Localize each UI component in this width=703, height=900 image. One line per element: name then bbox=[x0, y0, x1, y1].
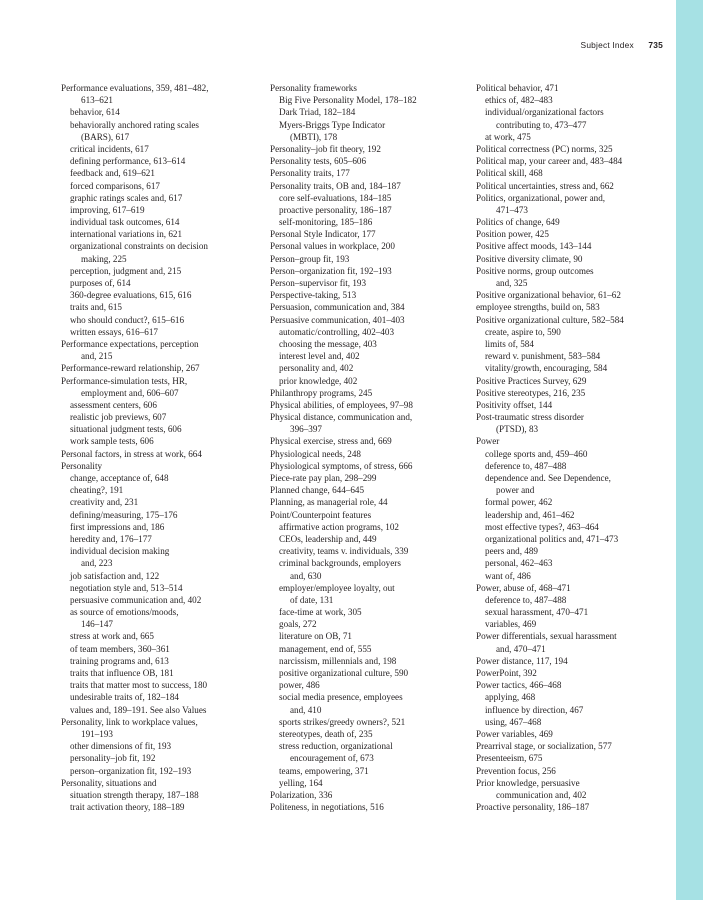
index-entry: Positive norms, group outcomes bbox=[476, 265, 594, 276]
index-entry: reward v. punishment, 583–584 bbox=[485, 351, 601, 362]
index-entry: Personal values in workplace, 200 bbox=[270, 241, 395, 252]
index-entry: purposes of, 614 bbox=[70, 278, 131, 288]
index-entry: Power distance, 117, 194 bbox=[476, 655, 568, 666]
index-entry: teams, empowering, 371 bbox=[279, 765, 369, 776]
index-entry: personality and, 402 bbox=[279, 363, 354, 374]
index-entry: goals, 272 bbox=[279, 619, 317, 630]
index-entry: Proactive personality, 186–187 bbox=[476, 802, 590, 813]
index-entry: Presenteeism, 675 bbox=[476, 753, 543, 764]
index-entry: positive organizational culture, 590 bbox=[279, 668, 409, 678]
index-entry: heredity and, 176–177 bbox=[70, 533, 152, 544]
index-entry: applying, 468 bbox=[485, 692, 536, 703]
index-entry: ethics of, 482–483 bbox=[485, 95, 553, 106]
index-entry: contributing to, 473–477 bbox=[496, 119, 587, 130]
index-entry: create, aspire to, 590 bbox=[485, 326, 561, 337]
index-entry: work sample tests, 606 bbox=[70, 436, 154, 447]
index-entry: Prior knowledge, persuasive bbox=[476, 777, 580, 788]
index-entry: Personality tests, 605–606 bbox=[270, 156, 367, 167]
index-entry: who should conduct?, 615–616 bbox=[70, 314, 185, 325]
index-entry: Planning, as managerial role, 44 bbox=[270, 497, 388, 508]
index-entry: prior knowledge, 402 bbox=[279, 375, 358, 386]
index-entry: individual/organizational factors bbox=[485, 107, 604, 118]
index-entry: critical incidents, 617 bbox=[70, 143, 149, 154]
index-entry: Power tactics, 466–468 bbox=[476, 680, 562, 691]
index-entry: Personality traits, OB and, 184–187 bbox=[270, 180, 401, 191]
index-entry: Politics, organizational, power and, bbox=[476, 192, 606, 203]
index-entry: Performance-simulation tests, HR, bbox=[61, 375, 188, 386]
index-entry: defining performance, 613–614 bbox=[70, 156, 186, 167]
side-color-strip bbox=[676, 0, 703, 900]
index-entry: Performance evaluations, 359, 481–482, bbox=[61, 83, 209, 93]
index-entry: at work, 475 bbox=[485, 131, 531, 142]
index-entry: traits that influence OB, 181 bbox=[70, 668, 174, 678]
index-entry: job satisfaction and, 122 bbox=[70, 570, 160, 581]
index-entry: management, end of, 555 bbox=[279, 643, 372, 654]
index-entry: values and, 189–191. See also Values bbox=[70, 704, 207, 715]
index-entry: undesirable traits of, 182–184 bbox=[70, 692, 179, 703]
index-entry: situation strength therapy, 187–188 bbox=[70, 789, 199, 800]
index-entry: automatic/controlling, 402–403 bbox=[279, 326, 395, 337]
index-entry: 613–621 bbox=[81, 95, 113, 106]
index-entry: Personality, situations and bbox=[61, 777, 157, 788]
index-entry: want of, 486 bbox=[485, 570, 531, 581]
header-title: Subject Index bbox=[580, 40, 634, 50]
index-entry: PowerPoint, 392 bbox=[476, 668, 537, 678]
index-entry: Positive organizational behavior, 61–62 bbox=[476, 290, 621, 301]
index-entry: Personality, link to workplace values, bbox=[61, 716, 198, 727]
index-column-1 bbox=[61, 82, 261, 813]
index-entry: variables, 469 bbox=[485, 619, 537, 630]
index-entry: forced comparisons, 617 bbox=[70, 180, 160, 191]
index-entry: trait activation theory, 188–189 bbox=[70, 802, 185, 813]
index-entry: training programs and, 613 bbox=[70, 655, 169, 666]
index-entry: creativity and, 231 bbox=[70, 497, 139, 508]
index-entry: behavior, 614 bbox=[70, 107, 120, 118]
index-column-2 bbox=[270, 82, 470, 813]
index-entry: individual task outcomes, 614 bbox=[70, 217, 180, 228]
index-entry: choosing the message, 403 bbox=[279, 338, 377, 349]
index-entry: Political map, your career and, 483–484 bbox=[476, 156, 623, 167]
index-entry: international variations in, 621 bbox=[70, 229, 183, 240]
index-entry: Planned change, 644–645 bbox=[270, 485, 365, 496]
index-entry: Positive Practices Survey, 629 bbox=[476, 375, 587, 386]
index-entry: deference to, 487–488 bbox=[485, 460, 567, 471]
index-entry: Political skill, 468 bbox=[476, 168, 543, 179]
index-entry: stress at work and, 665 bbox=[70, 631, 154, 642]
index-entry: influence by direction, 467 bbox=[485, 704, 584, 715]
index-entry: Positivity offset, 144 bbox=[476, 399, 553, 410]
index-entry: personality–job fit, 192 bbox=[70, 753, 156, 764]
index-entry: person–organization fit, 192–193 bbox=[70, 765, 192, 776]
index-entry: Physiological symptoms, of stress, 666 bbox=[270, 460, 413, 471]
index-entry: defining/measuring, 175–176 bbox=[70, 509, 178, 520]
index-entry: dependence and. See Dependence, bbox=[485, 473, 611, 483]
index-entry: narcissism, millennials and, 198 bbox=[279, 655, 397, 666]
index-entry: Personal factors, in stress at work, 664 bbox=[61, 448, 202, 459]
index-entry: change, acceptance of, 648 bbox=[70, 473, 169, 483]
index-entry: sports strikes/greedy owners?, 521 bbox=[279, 716, 406, 727]
index-entry: proactive personality, 186–187 bbox=[279, 204, 392, 215]
index-entry: (PTSD), 83 bbox=[496, 424, 539, 435]
index-entry: assessment centers, 606 bbox=[70, 399, 157, 410]
index-entry: Personality–job fit theory, 192 bbox=[270, 143, 381, 154]
index-entry: leadership and, 461–462 bbox=[485, 509, 575, 520]
index-entry: Big Five Personality Model, 178–182 bbox=[279, 95, 417, 106]
index-entry: realistic job previews, 607 bbox=[70, 412, 167, 423]
index-entry: Personality traits, 177 bbox=[270, 168, 350, 179]
index-entry: and, 630 bbox=[290, 570, 322, 581]
index-entry: Power differentials, sexual harassment bbox=[476, 631, 617, 642]
index-entry: Prearrival stage, or socialization, 577 bbox=[476, 741, 612, 752]
index-entry: and, 325 bbox=[496, 278, 528, 288]
index-entry: cheating?, 191 bbox=[70, 485, 124, 496]
index-entry: college sports and, 459–460 bbox=[485, 448, 588, 459]
index-entry: Piece-rate pay plan, 298–299 bbox=[270, 473, 377, 483]
index-entry: 396–397 bbox=[290, 424, 322, 435]
index-entry: stereotypes, death of, 235 bbox=[279, 728, 373, 739]
index-entry: traits that matter most to success, 180 bbox=[70, 680, 208, 691]
index-entry: employee strengths, build on, 583 bbox=[476, 302, 600, 313]
index-entry: persuasive communication and, 402 bbox=[70, 594, 202, 605]
index-entry: yelling, 164 bbox=[279, 777, 323, 788]
index-entry: Position power, 425 bbox=[476, 229, 549, 240]
index-entry: 360-degree evaluations, 615, 616 bbox=[70, 290, 192, 301]
index-entry: perception, judgment and, 215 bbox=[70, 265, 182, 276]
index-entry: Dark Triad, 182–184 bbox=[279, 107, 356, 118]
index-entry: 471–473 bbox=[496, 204, 528, 215]
index-entry: Performance-reward relationship, 267 bbox=[61, 363, 200, 374]
index-entry: vitality/growth, encouraging, 584 bbox=[485, 363, 608, 374]
index-entry: Power, abuse of, 468–471 bbox=[476, 582, 571, 593]
index-entry: Person–supervisor fit, 193 bbox=[270, 278, 367, 288]
index-entry: Myers-Briggs Type Indicator bbox=[279, 119, 386, 130]
index-entry: literature on OB, 71 bbox=[279, 631, 352, 642]
index-entry: behaviorally anchored rating scales bbox=[70, 119, 199, 130]
index-entry: 191–193 bbox=[81, 728, 113, 739]
index-entry: Positive stereotypes, 216, 235 bbox=[476, 387, 586, 398]
index-entry: stress reduction, organizational bbox=[279, 741, 393, 752]
index-entry: employment and, 606–607 bbox=[81, 387, 179, 398]
index-entry: feedback and, 619–621 bbox=[70, 168, 155, 179]
index-entry: core self-evaluations, 184–185 bbox=[279, 192, 392, 203]
index-entry: Physiological needs, 248 bbox=[270, 448, 361, 459]
index-entry: making, 225 bbox=[81, 253, 127, 264]
index-entry: organizational constraints on decision bbox=[70, 241, 208, 252]
index-entry: Physical exercise, stress and, 669 bbox=[270, 436, 392, 447]
index-column-3 bbox=[476, 82, 676, 813]
index-entry: sexual harassment, 470–471 bbox=[485, 607, 589, 618]
index-entry: and, 215 bbox=[81, 351, 113, 362]
index-entry: Person–group fit, 193 bbox=[270, 253, 350, 264]
index-entry: Perspective-taking, 513 bbox=[270, 290, 357, 301]
index-entry: communication and, 402 bbox=[496, 789, 587, 800]
index-entry: organizational politics and, 471–473 bbox=[485, 533, 619, 544]
index-entry: and, 410 bbox=[290, 704, 322, 715]
index-entry: other dimensions of fit, 193 bbox=[70, 741, 172, 752]
index-entry: Post-traumatic stress disorder bbox=[476, 412, 584, 423]
index-entry: using, 467–468 bbox=[485, 716, 542, 727]
index-entry: self-monitoring, 185–186 bbox=[279, 217, 373, 228]
index-entry: Physical distance, communication and, bbox=[270, 412, 413, 423]
index-entry: social media presence, employees bbox=[279, 692, 403, 703]
index-entry: limits of, 584 bbox=[485, 338, 534, 349]
index-entry: power, 486 bbox=[279, 680, 320, 691]
index-entry: employer/employee loyalty, out bbox=[279, 582, 395, 593]
running-header bbox=[581, 40, 663, 50]
index-entry: traits and, 615 bbox=[70, 302, 122, 313]
index-entry: Physical abilities, of employees, 97–98 bbox=[270, 399, 413, 410]
index-entry: Positive organizational culture, 582–584 bbox=[476, 314, 624, 325]
index-entry: face-time at work, 305 bbox=[279, 607, 362, 618]
index-entry: and, 470–471 bbox=[496, 643, 546, 654]
index-entry: Person–organization fit, 192–193 bbox=[270, 265, 392, 276]
index-entry: written essays, 616–617 bbox=[70, 326, 158, 337]
index-entry: Political correctness (PC) norms, 325 bbox=[476, 143, 613, 154]
index-entry: of date, 131 bbox=[290, 594, 334, 605]
index-entry: Political behavior, 471 bbox=[476, 83, 559, 93]
index-entry: most effective types?, 463–464 bbox=[485, 521, 599, 532]
index-entry: of team members, 360–361 bbox=[70, 643, 170, 654]
index-entry: Politeness, in negotiations, 516 bbox=[270, 802, 384, 813]
index-entry: Positive affect moods, 143–144 bbox=[476, 241, 592, 252]
index-entry: encouragement of, 673 bbox=[290, 753, 374, 764]
index-entry: interest level and, 402 bbox=[279, 351, 360, 362]
index-entry: CEOs, leadership and, 449 bbox=[279, 533, 377, 544]
index-entry: personal, 462–463 bbox=[485, 558, 553, 569]
index-entry: Power variables, 469 bbox=[476, 728, 553, 739]
index-entry: Personality frameworks bbox=[270, 83, 357, 93]
index-entry: deference to, 487–488 bbox=[485, 594, 567, 605]
index-entry: Politics of change, 649 bbox=[476, 217, 560, 228]
index-entry: Performance expectations, perception bbox=[61, 338, 199, 349]
index-entry: power and bbox=[496, 485, 535, 496]
index-entry: Personality bbox=[61, 460, 103, 471]
index-entry: Polarization, 336 bbox=[270, 789, 333, 800]
index-entry: first impressions and, 186 bbox=[70, 521, 165, 532]
index-entry: improving, 617–619 bbox=[70, 204, 145, 215]
index-entry: Personal Style Indicator, 177 bbox=[270, 229, 376, 240]
index-entry: Prevention focus, 256 bbox=[476, 765, 556, 776]
index-entry: as source of emotions/moods, bbox=[70, 607, 179, 618]
page-number: 735 bbox=[648, 40, 663, 50]
index-entry: negotiation style and, 513–514 bbox=[70, 582, 183, 593]
index-entry: individual decision making bbox=[70, 546, 170, 557]
index-entry: 146–147 bbox=[81, 619, 113, 630]
index-entry: criminal backgrounds, employers bbox=[279, 558, 401, 569]
index-entry: and, 223 bbox=[81, 558, 113, 569]
index-entry: creativity, teams v. individuals, 339 bbox=[279, 546, 409, 557]
index-entry: Political uncertainties, stress and, 662 bbox=[476, 180, 614, 191]
index-entry: formal power, 462 bbox=[485, 497, 553, 508]
index-entry: graphic ratings scales and, 617 bbox=[70, 192, 183, 203]
index-entry: (MBTI), 178 bbox=[290, 131, 338, 142]
index-entry: Philanthropy programs, 245 bbox=[270, 387, 373, 398]
index-entry: situational judgment tests, 606 bbox=[70, 424, 182, 435]
index-entry: (BARS), 617 bbox=[81, 131, 130, 142]
index-entry: peers and, 489 bbox=[485, 546, 538, 557]
index-entry: Persuasion, communication and, 384 bbox=[270, 302, 405, 313]
index-entry: Positive diversity climate, 90 bbox=[476, 253, 583, 264]
index-entry: affirmative action programs, 102 bbox=[279, 521, 399, 532]
index-entry: Persuasive communication, 401–403 bbox=[270, 314, 405, 325]
index-entry: Point/Counterpoint features bbox=[270, 509, 372, 520]
index-entry: Power bbox=[476, 436, 500, 447]
